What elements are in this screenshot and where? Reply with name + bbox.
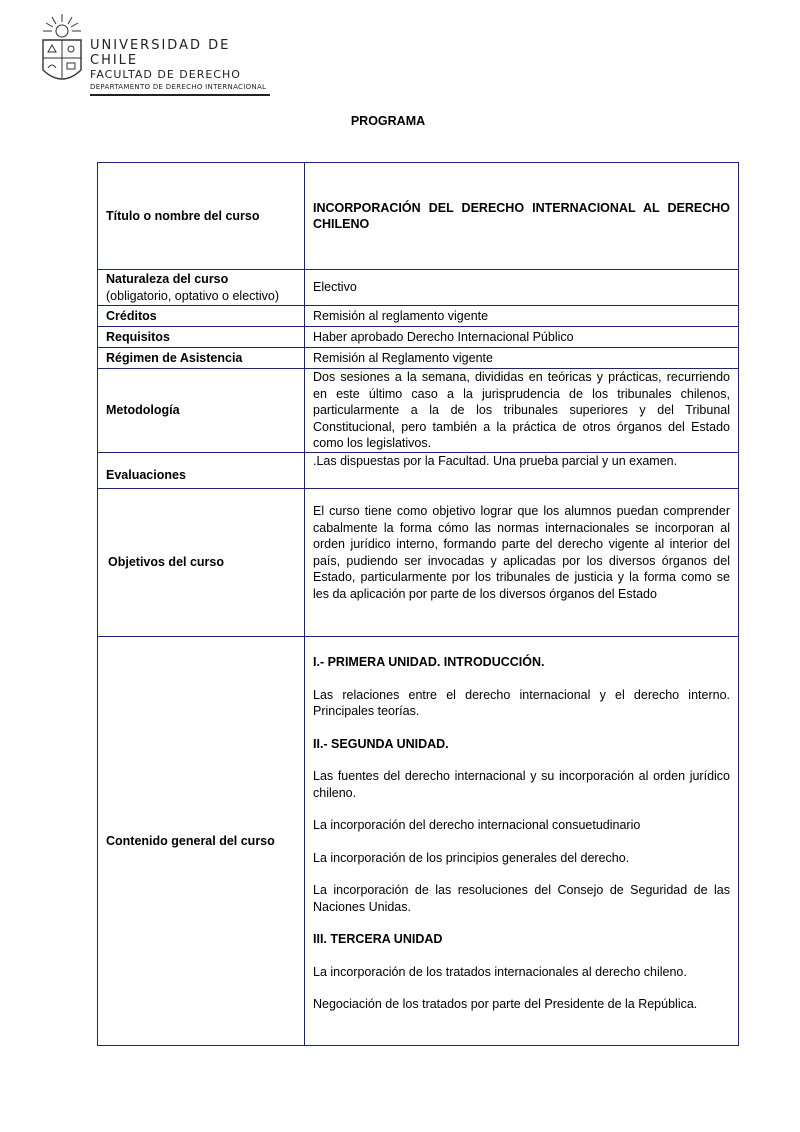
- row-label-metodologia: Metodología: [98, 369, 305, 453]
- row-value-titulo: INCORPORACIÓN DEL DERECHO INTERNACIONAL AL DERECHO CHILENO: [305, 163, 739, 270]
- row-label-creditos: Créditos: [98, 306, 305, 327]
- brand-block: [90, 38, 270, 92]
- unit2-title: II.- SEGUNDA UNIDAD.: [313, 736, 449, 751]
- page-title: PROGRAMA: [350, 114, 426, 128]
- unit2-paragraph-2: La incorporación del derecho internacional consuetudinario: [313, 818, 641, 832]
- row-label-naturaleza: [98, 270, 305, 306]
- unit2-paragraph-4: La incorporación de las resoluciones del Consejo de Seguridad de las Naciones Unidas.: [313, 883, 730, 914]
- naturaleza-label: Naturaleza del curso: [106, 272, 229, 286]
- row-label-requisitos: Requisitos: [98, 327, 305, 348]
- table-row: [98, 270, 739, 306]
- table-row: [98, 489, 739, 637]
- row-label-objetivos: Objetivos del curso: [98, 489, 305, 637]
- faculty-name: FACULTAD DE DERECHO: [90, 68, 241, 81]
- row-label-asistencia: Régimen de Asistencia: [98, 348, 305, 369]
- row-label-contenido: Contenido general del curso: [98, 637, 305, 1046]
- program-table: [97, 162, 739, 1046]
- unit1-paragraph: Las relaciones entre el derecho internacional y el derecho interno. Principales teorías.: [313, 687, 730, 718]
- table-row: [98, 453, 739, 489]
- row-value-asistencia: Remisión al Reglamento vigente: [305, 348, 739, 369]
- row-value-metodologia: Dos sesiones a la semana, divididas en teóricas y prácticas, recurriendo en este último caso a la jurisprudencia de los tribunales chilenos, particularmente a la de los tribunales superiores y del Tribunal Constitucional, pero también a la práctica de otros órganos del Estado como los legislativos.: [305, 369, 739, 453]
- row-value-creditos: Remisión al reglamento vigente: [305, 306, 739, 327]
- row-label-evaluaciones: Evaluaciones: [98, 453, 305, 489]
- row-value-contenido: [305, 637, 739, 1046]
- university-name: UNIVERSIDAD DE CHILE: [90, 38, 231, 68]
- table-row: [98, 348, 739, 369]
- unit2-paragraph-1: Las fuentes del derecho internacional y su incorporación al orden jurídico chileno.: [313, 769, 730, 800]
- row-label-titulo: Título o nombre del curso: [98, 163, 305, 270]
- row-value-requisitos: Haber aprobado Derecho Internacional Público: [305, 327, 739, 348]
- table-row: [98, 369, 739, 453]
- table-row: [98, 637, 739, 1046]
- table-row: [98, 163, 739, 270]
- unit3-title: III. TERCERA UNIDAD: [313, 932, 443, 946]
- row-value-naturaleza: Electivo: [305, 270, 739, 306]
- naturaleza-sublabel: (obligatorio, optativo o electivo): [106, 288, 280, 303]
- table-row: [98, 306, 739, 327]
- department-name: DEPARTAMENTO DE DERECHO INTERNACIONAL: [90, 83, 267, 91]
- unit1-title: I.- PRIMERA UNIDAD. INTRODUCCIÓN.: [313, 655, 545, 669]
- university-emblem-icon: [40, 12, 86, 87]
- university-logo: [40, 12, 270, 91]
- unit3-paragraph-2: Negociación de los tratados por parte del Presidente de la República.: [313, 997, 698, 1011]
- row-value-objetivos: El curso tiene como objetivo lograr que los alumnos puedan comprender cabalmente la forma cómo las normas internacionales se incorporan al orden jurídico interno, formando parte del derecho vigente al interior del país, pudiendo ser invocadas y aplicadas por los diversos órganos del Estado, particularmente por los tribunales de justicia y la forma como se les da aplicación por parte de los diversos órganos del Estado: [305, 489, 739, 637]
- unit2-paragraph-3: La incorporación de los principios generales del derecho.: [313, 850, 630, 865]
- row-value-evaluaciones: .Las dispuestas por la Facultad. Una prueba parcial y un examen.: [305, 453, 739, 489]
- unit3-paragraph-1: La incorporación de los tratados internacionales al derecho chileno.: [313, 964, 687, 979]
- table-row: [98, 327, 739, 348]
- header-rule: [90, 94, 270, 96]
